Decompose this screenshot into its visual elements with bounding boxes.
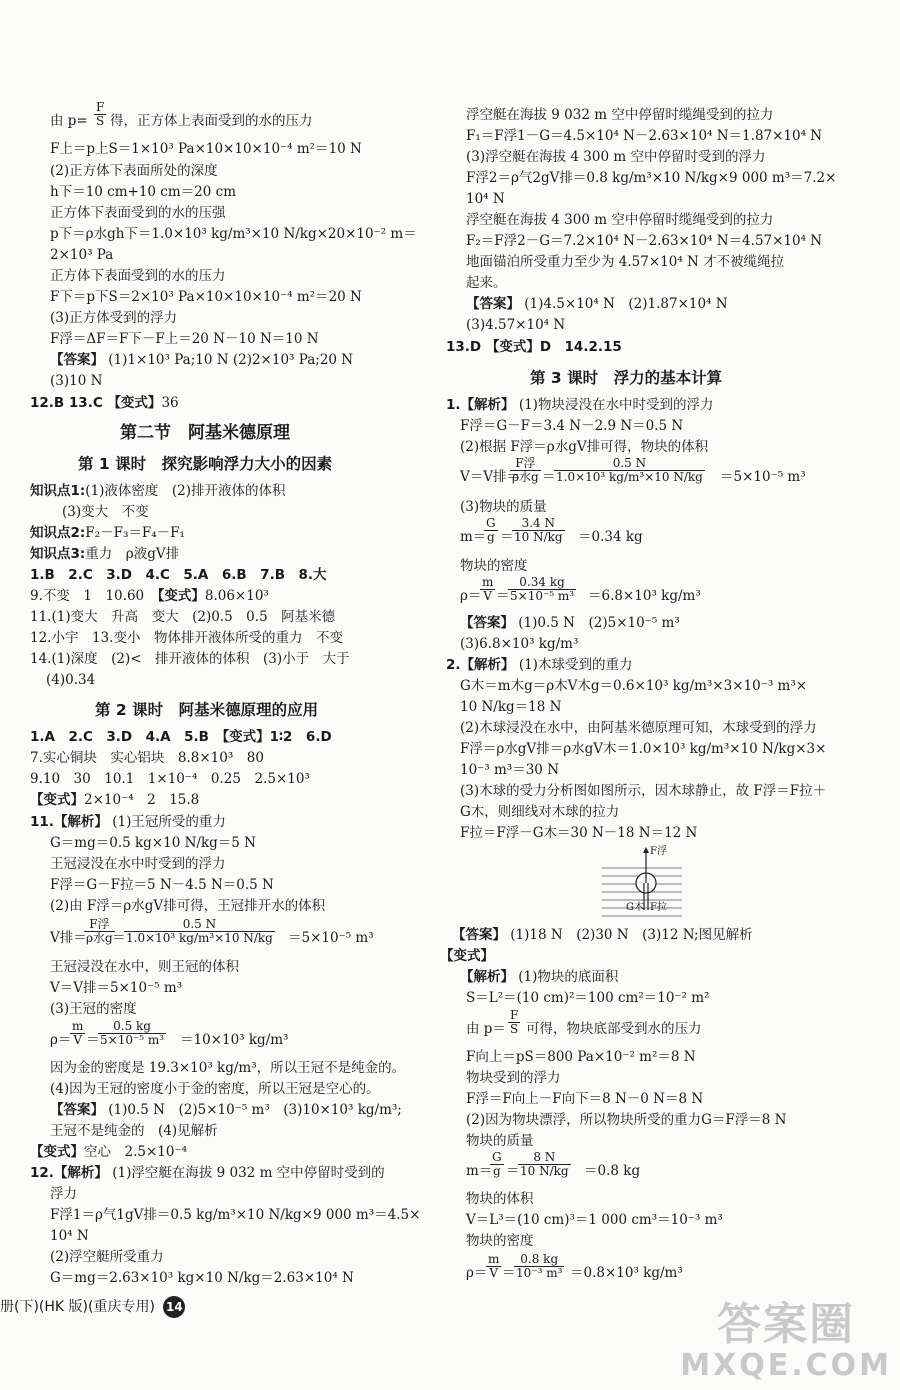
left-line: 正方体下表面受到的水的压力 <box>50 268 226 284</box>
left-line: F浮1＝ρ气1gV排＝0.5 kg/m³×10 N/kg×9 000 m³＝4.5× <box>50 1207 421 1223</box>
answer-line: 14.(1)深度 (2)< 排开液体的体积 (3)小于 大于 <box>30 651 350 667</box>
right-line: 地面锚泊所受重力至少为 4.57×10⁴ N 才不被缆绳拉 <box>466 254 785 270</box>
right-line: ＝ <box>496 588 510 604</box>
right-line: F浮＝F向上－F向下＝8 N－0 N＝8 N <box>466 1091 704 1107</box>
right-line: 由 p＝ <box>466 1021 506 1037</box>
fraction: $\frac{8 N}{10 N/kg}$ <box>520 1150 569 1178</box>
answer-line: (4)0.34 <box>46 672 96 688</box>
arrow-head-icon <box>643 847 649 853</box>
answer-line: 【答案】 (1)0.5 N (2)5×10⁻⁵ m³ <box>460 615 680 631</box>
fraction: $\frac{m}{V}$ <box>482 575 494 603</box>
fraction: $\frac{3.4 N}{10 N/kg}$ <box>514 516 563 544</box>
left-line: (3)10 N <box>50 373 103 389</box>
lesson-title: 第 2 课时 阿基米德原理的应用 <box>95 701 319 719</box>
answer-line: 【答案】 (1)0.5 N (2)5×10⁻⁵ m³ (3)10×10³ kg/m³; <box>50 1102 402 1118</box>
right-line: F拉＝F浮－G木＝30 N－18 N＝12 N <box>460 825 698 841</box>
force-label: F浮 <box>650 846 667 857</box>
right-line: F浮2＝ρ气2gV排＝0.8 kg/m³×10 N/kg×9 000 m³＝7.2× <box>466 170 837 186</box>
fraction: F浮 ρ水g <box>86 917 113 945</box>
fraction: $\frac{m}{V}$ <box>488 1252 500 1280</box>
left-line: (2)由 F浮＝ρ水gV排可得，王冠排开水的体积 <box>50 898 326 914</box>
left-line: ＝5×10⁻⁵ m³ <box>288 930 374 946</box>
right-line: 物块受到的浮力 <box>466 1070 561 1086</box>
left-line: 正方体下表面受到的水的压强 <box>50 205 226 221</box>
left-line: 浮力 <box>50 1186 77 1202</box>
analysis-line: 2.【解析】 (1)木球受到的重力 <box>446 657 633 673</box>
right-line: 10⁻³ m³＝30 N <box>460 762 560 778</box>
right-line: (3)浮空艇在海拔 4 300 m 空中停留时受到的浮力 <box>466 149 766 165</box>
answer-line: 【答案】 (1)4.5×10⁴ N (2)1.87×10⁴ N <box>466 296 728 312</box>
answer-line: 12.小宇 13.变小 物体排开液体所受的重力 不变 <box>30 630 343 646</box>
book-title: 册(下)(HK 版)(重庆专用) <box>0 1299 155 1315</box>
fraction: $\frac{0.5 N}{\text{1.0×10³ kg/m³×10 N/kg}}$ <box>556 456 703 484</box>
right-line: V＝L³＝(10 cm)³＝1 000 cm³＝10⁻³ m³ <box>466 1212 723 1228</box>
right-line: (3)4.57×10⁴ N <box>466 317 566 333</box>
fraction: $\frac{0.8 kg}{\text{10⁻³ m³}}$ <box>516 1252 563 1280</box>
lesson-title: 第 1 课时 探究影响浮力大小的因素 <box>78 455 333 473</box>
right-line: F向上＝pS＝800 Pa×10⁻² m²＝8 N <box>466 1049 696 1065</box>
left-line: 王冠浸没在水中时受到的浮力 <box>50 856 226 872</box>
left-line: 因为金的密度是 19.3×10³ kg/m³，所以王冠不是纯金的。 <box>50 1060 406 1076</box>
page-footer <box>0 1296 185 1318</box>
left-line: V排＝ <box>50 930 87 946</box>
left-line: 由 p= <box>50 113 88 129</box>
answer-line: 【变式】空心 2.5×10⁻⁴ <box>30 1144 187 1160</box>
right-line: ＝ <box>542 469 556 485</box>
left-line: ＝ <box>112 930 126 946</box>
section-title: 第二节 阿基米德原理 <box>120 423 290 443</box>
variant-tag: 【变式】 <box>440 948 494 964</box>
right-line: ＝0.8 kg <box>584 1163 641 1179</box>
right-line: F₂＝F浮2－G＝7.2×10⁴ N－2.63×10⁴ N＝4.57×10⁴ N <box>466 233 823 249</box>
knowledge-line: 知识点2:F₂－F₃＝F₄－F₁ <box>30 525 185 541</box>
right-line: (3)6.8×10³ kg/m³ <box>460 636 579 652</box>
right-line: F浮＝G－F＝3.4 N－2.9 N＝0.5 N <box>460 418 684 434</box>
right-line: F浮＝ρ水gV排＝ρ水gV木＝1.0×10³ kg/m³×10 N/kg×3× <box>460 741 827 757</box>
right-line: m＝ <box>460 529 487 545</box>
answer-line: 13.D 【变式】D 14.2.15 <box>446 339 622 355</box>
answer-line: 11.(1)变大 升高 变大 (2)0.5 0.5 阿基米德 <box>30 609 336 625</box>
right-line: 物块的质量 <box>466 1133 534 1149</box>
right-line: ＝5×10⁻⁵ m³ <box>720 469 806 485</box>
analysis-line: 12.【解析】 (1)浮空艇在海拔 9 032 m 空中停留时受到的 <box>30 1165 385 1181</box>
answer-line: 9.10 30 10.1 1×10⁻⁴ 0.25 2.5×10³ <box>30 771 310 787</box>
left-line: (2)正方体下表面所处的深度 <box>50 163 218 179</box>
lesson-title: 第 3 课时 浮力的基本计算 <box>530 369 723 387</box>
right-line: ＝ <box>506 1163 520 1179</box>
left-line: 得，正方体上表面受到的水的压力 <box>110 113 313 129</box>
answer-line: 7.实心铜块 实心铝块 8.8×10³ 80 <box>30 750 264 766</box>
right-line: m＝ <box>466 1163 493 1179</box>
watermark-logo <box>680 1300 892 1382</box>
right-line: V＝V排＝ <box>460 469 520 485</box>
right-line: ＝ <box>500 529 514 545</box>
answer-line: 1.B 2.C 3.D 4.C 5.A 6.B 7.B 8.大 <box>30 567 327 583</box>
answer-line: 【答案】 (1)1×10³ Pa;10 N (2)2×10³ Pa;20 N <box>50 352 354 368</box>
left-line: (2)浮空艇所受重力 <box>50 1249 164 1265</box>
left-line: h下＝10 cm+10 cm＝20 cm <box>50 184 237 200</box>
right-line: F₁＝F浮1－G＝4.5×10⁴ N－2.63×10⁴ N＝1.87×10⁴ N <box>466 128 823 144</box>
answer-line: 1.A 2.C 3.D 4.A 5.B 【变式】1∶2 6.D <box>30 729 332 745</box>
right-line: 物块的密度 <box>466 1233 534 1249</box>
force-label: F拉 <box>650 902 667 913</box>
watermark-url: MXQE.COM <box>680 1348 892 1383</box>
right-line: G木＝m木g＝ρ木V木g＝0.6×10³ kg/m³×3×10⁻³ m³× <box>460 678 808 694</box>
right-line: 10⁴ N <box>466 191 505 207</box>
left-line: (3)王冠的密度 <box>50 1001 137 1017</box>
page-number: 14 <box>163 1296 185 1318</box>
right-line: 物块的密度 <box>460 558 528 574</box>
right-line: 浮空艇在海拔 9 032 m 空中停留时缆绳受到的拉力 <box>466 107 774 123</box>
fraction: $\frac{G}{g}$ <box>492 1150 502 1178</box>
force-label: G木 <box>626 902 644 913</box>
knowledge-line: 知识点1:(1)液体密度 (2)排开液体的体积 <box>30 483 286 499</box>
right-line: ＝ <box>502 1265 516 1281</box>
analysis-line: 11.【解析】 (1)王冠所受的重力 <box>30 814 226 830</box>
right-line: 起来。 <box>466 275 507 291</box>
right-line: ＝0.8×10³ kg/m³ <box>570 1265 683 1281</box>
left-line: F浮＝ΔF＝F下－F上＝20 N－10 N＝10 N <box>50 331 319 347</box>
right-line: (2)木球浸没在水中，由阿基米德原理可知，木球受到的浮力 <box>460 720 817 736</box>
right-line: ＝6.8×10³ kg/m³ <box>588 588 701 604</box>
right-line: (3)物块的质量 <box>460 499 547 515</box>
fraction: $\frac{G}{g}$ <box>486 516 496 544</box>
left-line: (4)因为王冠的密度小于金的密度，所以王冠是空心的。 <box>50 1081 380 1097</box>
analysis-line: 1.【解析】 (1)物块浸没在水中时受到的浮力 <box>446 397 714 413</box>
right-line: 可得，物块底部受到水的压力 <box>526 1021 702 1037</box>
fraction: $\frac{m}{V}$ <box>72 1019 84 1047</box>
right-line: (3)木球的受力分析图如图所示，因木球静止，故 F浮＝F拉＋ <box>460 783 827 799</box>
left-line: 10⁴ N <box>50 1228 89 1244</box>
left-line: (3)正方体受到的浮力 <box>50 310 178 326</box>
answer-line: 【变式】2×10⁻⁴ 2 15.8 <box>30 792 200 808</box>
fraction: $\frac{F}{S}$ <box>510 1008 519 1036</box>
right-line: 物块的体积 <box>466 1191 534 1207</box>
watermark-text: 答案圈 <box>717 1299 856 1350</box>
fraction: $\frac{F}{S}$ <box>96 100 105 128</box>
fraction: $\frac{0.5 kg}{\text{5×10⁻⁵ m³}}$ <box>100 1019 165 1047</box>
fraction: $\frac{0.34 kg}{\text{5×10⁻⁵ m³}}$ <box>510 575 575 603</box>
analysis-line: 【解析】 (1)物块的底面积 <box>460 969 619 985</box>
right-line: (2)根据 F浮＝ρ水gV排可得，物块的体积 <box>460 439 709 455</box>
left-line: G＝mg＝2.63×10³ kg×10 N/kg＝2.63×10⁴ N <box>50 1270 354 1286</box>
left-line: F下＝p下S＝2×10³ Pa×10×10×10⁻⁴ m²＝20 N <box>50 289 362 305</box>
left-line: 2×10³ Pa <box>50 247 114 263</box>
knowledge-line: 知识点3:重力 ρ液gV排 <box>30 546 180 562</box>
fraction: $\frac{0.5 N}{\text{1.0×10³ kg/m³×10 N/kg}}$ <box>126 917 273 945</box>
left-line: G＝mg＝0.5 kg×10 N/kg＝5 N <box>50 835 256 851</box>
left-line: F浮＝G－F拉＝5 N－4.5 N＝0.5 N <box>50 877 274 893</box>
right-line: S＝L²＝(10 cm)²＝100 cm²＝10⁻² m² <box>466 990 710 1006</box>
right-line: 10 N/kg＝18 N <box>460 699 562 715</box>
knowledge-line: (3)变大 不变 <box>62 504 149 520</box>
left-line: 王冠浸没在水中，则王冠的体积 <box>50 959 239 975</box>
left-line: 王冠不是纯金的 (4)见解析 <box>50 1123 218 1139</box>
right-line: G木，则细线对木球的拉力 <box>460 804 620 820</box>
right-line: ρ＝ <box>460 588 482 604</box>
left-line: F上＝p上S＝1×10³ Pa×10×10×10⁻⁴ m²＝10 N <box>50 141 362 157</box>
left-line: ＝10×10³ kg/m³ <box>180 1032 289 1048</box>
left-line: p下＝ρ水gh下＝1.0×10³ kg/m³×10 N/kg×20×10⁻² m＝ <box>50 226 417 242</box>
fraction: F浮 ρ水g <box>512 456 539 484</box>
right-line: ρ＝ <box>466 1265 488 1281</box>
right-line: 浮空艇在海拔 4 300 m 空中停留时缆绳受到的拉力 <box>466 212 774 228</box>
left-line: V＝V排＝5×10⁻⁵ m³ <box>50 980 183 996</box>
answer-line: 12.B 13.C 【变式】36 <box>30 395 179 411</box>
answer-line: 【答案】 (1)18 N (2)30 N (3)12 N;图见解析 <box>452 927 753 943</box>
left-line: ＝ <box>86 1032 100 1048</box>
right-line: ＝0.34 kg <box>578 529 643 545</box>
left-line: ρ＝ <box>50 1032 72 1048</box>
right-line: (2)因为物块漂浮，所以物块所受的重力G＝F浮＝8 N <box>466 1112 787 1128</box>
answer-line: 9.不变 1 10.60 【变式】8.06×10³ <box>30 588 269 604</box>
